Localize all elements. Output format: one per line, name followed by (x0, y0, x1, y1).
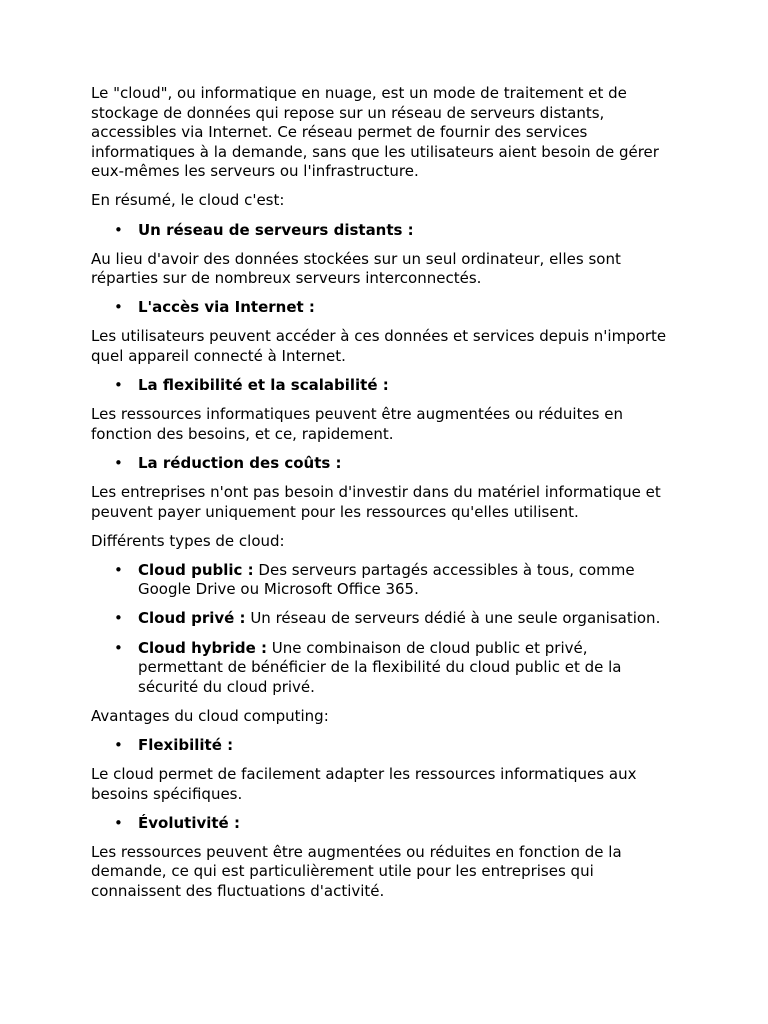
advantage-text: Les ressources peuvent être augmentées ou réduites en fonction de la demande, ce qui est particulièrement utile pour les entreprises qui connaissent des fluctuations d'activité. (91, 842, 622, 900)
document-page (91, 84, 671, 911)
summary-point-title: Un réseau de serveurs distants : (138, 220, 414, 239)
cloud-type-text: Une combinaison de cloud public et privé, permettant de bénéficier de la flexibilité du cloud public et de la sécurité du cloud privé. (138, 638, 622, 696)
list-item (138, 814, 671, 834)
list-item (138, 736, 671, 756)
advantage-title: Évolutivité : (138, 813, 240, 832)
cloud-type-title: Cloud hybride : (138, 638, 267, 657)
types-heading: Différents types de cloud: (91, 531, 285, 550)
summary-point-text: Les ressources informatiques peuvent être augmentées ou réduites en fonction des besoins, et ce, rapidement. (91, 405, 624, 443)
advantage-title: Flexibilité : (138, 735, 234, 754)
list-item (138, 298, 671, 318)
list-item (138, 454, 671, 474)
advantage-text: Le cloud permet de facilement adapter les ressources informatiques aux besoins spécifiques. (91, 765, 637, 803)
summary-point-title: La réduction des coûts : (138, 453, 342, 472)
cloud-type-title: Cloud public : (138, 560, 254, 579)
advantage-1 (91, 736, 671, 756)
cloud-type-text: Des serveurs partagés accessibles à tous, comme Google Drive ou Microsoft Office 365. (138, 560, 635, 599)
list-item (138, 639, 671, 698)
advantages-heading: Avantages du cloud computing: (91, 706, 329, 725)
list-item (138, 561, 671, 600)
summary-point-1 (91, 221, 671, 241)
cloud-types-list (91, 561, 671, 698)
summary-point-title: La flexibilité et la scalabilité : (138, 376, 389, 395)
cloud-type-text: Un réseau de serveurs dédié à une seule organisation. (245, 609, 661, 628)
summary-point-4 (91, 454, 671, 474)
cloud-type-title: Cloud privé : (138, 609, 246, 628)
summary-point-title: L'accès via Internet : (138, 298, 315, 317)
list-item (138, 609, 671, 629)
summary-heading: En résumé, le cloud c'est: (91, 191, 285, 210)
summary-point-text: Au lieu d'avoir des données stockées sur un seul ordinateur, elles sont réparties sur de nombreux serveurs interconnectés. (91, 249, 621, 288)
advantage-2 (91, 814, 671, 834)
summary-point-3 (91, 376, 671, 396)
list-item (138, 376, 671, 396)
summary-point-text: Les utilisateurs peuvent accéder à ces données et services depuis n'importe quel appareil connecté à Internet. (91, 327, 667, 366)
list-item (138, 221, 671, 241)
intro-paragraph: Le "cloud", ou informatique en nuage, est un mode de traitement et de stockage de données qui repose sur un réseau de serveurs distants, accessibles via Internet. Ce réseau permet de fournir des services informatiques à la demande, sans que les utilisateurs aient besoin de gérer eux-mêmes les serveurs ou l'infrastructure. (91, 84, 659, 181)
summary-point-2 (91, 298, 671, 318)
summary-point-text: Les entreprises n'ont pas besoin d'investir dans du matériel informatique et peuvent payer uniquement pour les ressources qu'elles utilisent. (91, 483, 661, 521)
